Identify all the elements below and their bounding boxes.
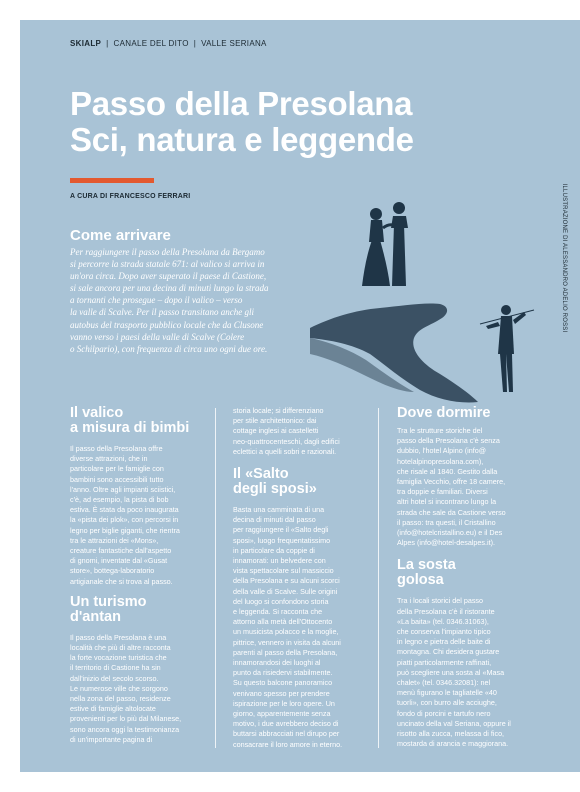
breadcrumb xyxy=(70,39,267,48)
column-2 xyxy=(233,406,358,750)
text-line: golosa xyxy=(397,572,444,589)
text-line: Basta una camminata di una xyxy=(233,505,325,515)
text-line: montagna. Chi desidera gustare xyxy=(397,647,500,657)
text-line: può scegliere una sosta al «Masa xyxy=(397,667,505,677)
text-line: il territorio di Castione ha sin xyxy=(70,663,161,673)
text-line: Il passo della Presolana è una xyxy=(70,632,167,642)
byline: A CURA DI FRANCESCO FERRARI xyxy=(70,193,191,200)
title-line: Passo della Presolana xyxy=(70,85,413,122)
text-line: buttarsi abbracciati nel dirupo per xyxy=(233,729,340,739)
text-line: la «pista dei plok», con percorsi in xyxy=(70,515,179,525)
text-line: Per raggiungere il passo della Presolana da Bergamo xyxy=(70,247,265,257)
text-line: autobus del trasporto pubblico locale che da Clusone xyxy=(70,319,264,330)
text-line: diverse attrazioni, che in xyxy=(70,454,148,464)
text-line: cottage inglesi ai castelletti xyxy=(233,426,319,436)
text-line: per raggiungere il «Salto degli xyxy=(233,525,329,535)
breadcrumb-item: CANALE DEL DITO xyxy=(113,39,189,48)
text-line: parenti al passo della Presolana, xyxy=(233,647,338,657)
text-line: un musicista polacco e la moglie, xyxy=(233,627,339,637)
text-line: pittrice, vennero in visita da alcuni xyxy=(233,637,341,647)
text-line: tuorli», con burro alle acciughe, xyxy=(397,698,497,708)
text-line: decina di minuti dal passo xyxy=(233,515,316,525)
text-line: Il valico xyxy=(70,405,124,421)
column-3 xyxy=(397,406,524,749)
text-line: La sosta xyxy=(397,557,456,574)
section-body-valico xyxy=(70,444,195,587)
section-heading-turismo xyxy=(70,595,195,625)
section-body-turismo xyxy=(70,633,195,745)
breadcrumb-section: SKIALP xyxy=(70,39,102,48)
text-line: risotto alla zucca, melassa di fico, xyxy=(397,729,505,739)
text-line: motivo, i due avrebbero deciso di xyxy=(233,719,339,729)
text-line: tra le attrazioni dei «Mons», xyxy=(70,535,159,545)
text-line: famiglia Vecchio, offre 18 camere, xyxy=(397,477,506,487)
text-line: Dove dormire xyxy=(397,405,491,421)
text-line: Il passo della Presolana offre xyxy=(70,444,163,453)
breadcrumb-separator: | xyxy=(193,39,197,48)
intro-text xyxy=(70,246,302,355)
text-line: chalet» (tel. 0346.32081): nel xyxy=(397,678,491,688)
text-line: il passo: tra questi, il Cristallino xyxy=(397,517,496,527)
text-line: dall'inizio del secolo scorso. xyxy=(70,673,159,683)
text-line: località che più di altre racconta xyxy=(70,643,171,653)
text-line: estiva. È stata da poco inaugurata xyxy=(70,505,179,515)
text-line: Su questo balcone panoramico xyxy=(233,678,333,688)
text-line: giorno, apparentemente senza xyxy=(233,709,331,719)
title-line: Sci, natura e leggende xyxy=(70,121,414,158)
text-line: hotelalpinopresolana.com), xyxy=(397,456,484,466)
text-line: passo della Presolana c'è senza xyxy=(397,436,500,446)
text-line: Le numerose ville che sorgono xyxy=(70,683,168,693)
text-line: store», bottega-laboratorio xyxy=(70,566,155,576)
text-line: si sale ancora per una decina di minuti lungo la strada xyxy=(70,283,269,294)
text-line: della Presolana c'è il ristorante xyxy=(397,606,495,616)
text-line: in legno e pietra delle baite di xyxy=(397,637,491,647)
text-line: Un turismo xyxy=(70,593,147,610)
text-line: della valle di Scalve. Sulle origini xyxy=(233,586,338,596)
text-line: bambini sono accessibili tutto xyxy=(70,474,164,484)
text-line: nella zona del passo, residenze xyxy=(70,694,171,704)
text-line: o Schilpario), con frequenza di circa uno ogni due ore. xyxy=(70,343,268,354)
text-line: venivano spesso per prendere xyxy=(233,688,330,698)
text-line: eclettici a quelli sobri e razionali. xyxy=(233,446,337,456)
text-line: l'anno. Oltre agli impianti sciistici, xyxy=(70,484,176,494)
illustration-credit-text: ILLUSTRAZIONE DI ALESSANDRO ADELIO ROSSI xyxy=(561,183,567,333)
text-line: fondo di porcini e tartufo nero xyxy=(397,708,491,718)
text-line: creature fantastiche dall'aspetto xyxy=(70,546,172,556)
section-body-salto xyxy=(233,505,358,750)
text-line: innamorati: un belvedere con xyxy=(233,556,326,566)
section-heading-sosta xyxy=(397,558,524,588)
breadcrumb-separator: | xyxy=(106,39,109,48)
text-line: Alpes (info@hotel-desalpes.it). xyxy=(397,538,495,548)
section-body-dormire xyxy=(397,426,524,548)
column-divider xyxy=(215,408,216,748)
text-line: tra doppie e familiari. Diversi xyxy=(397,487,488,497)
text-line: della Presolana e su alcuni scorci xyxy=(233,576,340,586)
text-line: a misura di bimbi xyxy=(70,420,190,436)
text-line: provenienti per lo più dal Milanese, xyxy=(70,714,182,724)
intro-heading: Come arrivare xyxy=(70,227,171,244)
text-line: ispirazione per le loro opere. Un xyxy=(233,698,335,708)
text-line: vista spettacolare sul massiccio xyxy=(233,566,334,576)
text-line: in particolare da coppie di xyxy=(233,545,315,555)
section-heading-salto xyxy=(233,467,358,497)
text-line: Tra le strutture storiche del xyxy=(397,426,483,435)
text-line: punto da risiedervi stabilmente. xyxy=(233,668,333,678)
magazine-page xyxy=(20,20,580,772)
section-body-turismo-cont xyxy=(233,406,358,457)
text-line: altri hotel si incontrano lungo la xyxy=(397,497,497,507)
text-line: che risale al 1840. Gestito dalla xyxy=(397,466,498,476)
text-line: sposi», luogo frequentatissimo xyxy=(233,535,331,545)
illustration-credit xyxy=(559,185,567,335)
text-line: Tra i locali storici del passo xyxy=(397,596,484,606)
text-line: attorno alla metà dell'Ottocento xyxy=(233,617,333,627)
text-line: estive di famiglie altolocate xyxy=(70,704,156,714)
text-line: per stile architettonico: dai xyxy=(233,416,317,426)
text-line: particolare per le famiglie con xyxy=(70,464,164,474)
text-line: un'ora circa. Dopo aver superato il paese di Castione, xyxy=(70,271,267,282)
text-line: menù figurano le tagliatelle «40 xyxy=(397,688,497,698)
text-line: dubbio, l'hotel Alpino (info@ xyxy=(397,446,486,456)
column-divider xyxy=(378,408,379,748)
couple-on-cliff-illustration xyxy=(310,178,555,418)
section-heading-dormire xyxy=(397,406,524,421)
text-line: la forte vocazione turistica che xyxy=(70,653,167,663)
text-line: del luogo si confondono storia xyxy=(233,596,329,606)
text-line: d'antan xyxy=(70,608,121,625)
text-line: innamorandosi dei luoghi al xyxy=(233,658,321,668)
text-line: (info@hotelcristallino.eu) e il Des xyxy=(397,528,503,538)
accent-bar xyxy=(70,178,154,183)
text-line: strada che sale da Castione verso xyxy=(397,507,506,517)
text-line: degli sposi» xyxy=(233,481,317,498)
text-line: la valle di Scalve. Per il passo transitano anche gli xyxy=(70,307,254,318)
text-line: si percorre la strada statale 671: al valico si arriva in xyxy=(70,259,265,270)
text-line: a tornanti che prosegue – dopo il valico – verso xyxy=(70,295,243,306)
column-1 xyxy=(70,406,195,745)
text-line: Il «Salto xyxy=(233,466,289,483)
text-line: uncinato della val Seriana, oppure il xyxy=(397,718,511,728)
text-line: legno per biglie giganti, che rientra xyxy=(70,525,180,535)
text-line: neo-quattrocenteschi, dagli edifici xyxy=(233,436,340,446)
section-body-sosta xyxy=(397,596,524,749)
page-title xyxy=(70,86,414,158)
text-line: artigianale che si trova al passo. xyxy=(70,576,173,586)
text-line: di gnomi, inventate dal «Gusat xyxy=(70,556,168,566)
text-line: vanno verso i paesi della valle di Scalve (Colere xyxy=(70,331,245,342)
text-line: «La baita» (tel. 0346.31063), xyxy=(397,616,489,626)
breadcrumb-item: VALLE SERIANA xyxy=(201,39,267,48)
text-line: di un'importante pagina di xyxy=(70,734,153,744)
text-line: sono ancora oggi la testimonianza xyxy=(70,724,180,734)
text-line: consacrare il loro amore in eterno. xyxy=(233,739,343,749)
text-line: piatti particolarmente raffinati, xyxy=(397,657,492,667)
text-line: che conserva l'impianto tipico xyxy=(397,627,491,637)
text-line: storia locale; si differenziano xyxy=(233,406,324,415)
text-line: e leggenda. Si racconta che xyxy=(233,607,323,617)
text-line: c'è, ad esempio, la pista di bob xyxy=(70,495,169,505)
text-line: mostarda di arancia e maggiorana. xyxy=(397,739,509,749)
section-heading-valico xyxy=(70,406,195,436)
